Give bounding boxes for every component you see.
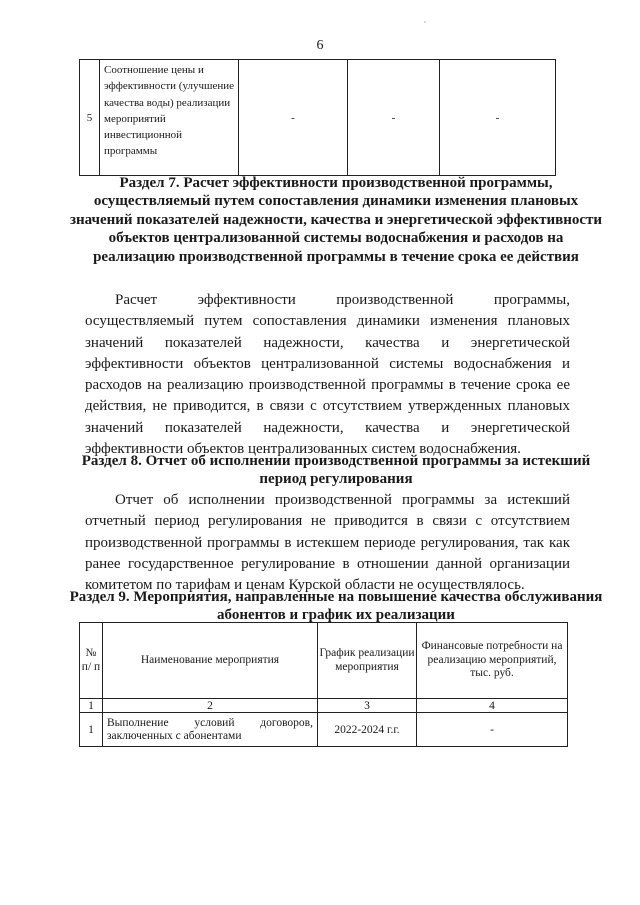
section7-paragraph	[85, 290, 570, 460]
column-number: 3	[318, 699, 417, 713]
scan-mark: '	[424, 20, 426, 28]
section8-paragraph	[85, 490, 570, 596]
row-finance: -	[417, 713, 568, 747]
table-row	[80, 60, 556, 176]
column-numbers-row	[80, 699, 568, 713]
column-number: 2	[103, 699, 318, 713]
page-number: 6	[316, 38, 324, 53]
row-value: -	[440, 60, 556, 176]
section7-heading: Раздел 7. Расчет эффективности производственной программы, осуществляемый путем сопоставления динамики изменения плановых значений показателей надежности, качества и энергетической эффективности объектов централизованной системы водоснабжения и расходов на реализацию производственной программы в течение срока ее действия	[69, 175, 603, 265]
section7-text: Расчет эффективности производственной программы, осуществляемый путем сопоставления динамики изменения плановых значений показателей надежности, качества и энергетической эффективности объектов централизованной системы водоснабжения и расходов на реализацию производственной программы в течение срока ее действия, не приводится, в связи с отсутствием утвержденных плановых значений показателей надежности, качества и энергетической эффективности объектов централизованных систем водоснабжения.	[85, 292, 570, 458]
section8-heading: Раздел 8. Отчет об исполнении производственной программы за истекший период регулирования	[81, 453, 591, 488]
header-finance: Финансовые потребности на реализацию мероприятий, тыс. руб.	[417, 623, 568, 699]
column-number: 4	[417, 699, 568, 713]
row-indicator: Соотношение цены и эффективности (улучшение качества воды) реализации мероприятий инвестиционной программы	[100, 60, 239, 176]
row-schedule: 2022-2024 г.г.	[318, 713, 417, 747]
column-number: 1	[80, 699, 103, 713]
table-header-row	[80, 623, 568, 699]
continued-table	[79, 59, 556, 176]
header-schedule: График реализации мероприятия	[318, 623, 417, 699]
row-number: 5	[80, 60, 100, 176]
measures-table	[79, 622, 568, 747]
row-value: -	[239, 60, 348, 176]
table-row	[80, 713, 568, 747]
header-number: № п/ п	[80, 623, 103, 699]
row-value: -	[348, 60, 440, 176]
row-measure-name: Выполнение условий договоров, заключенных с абонентами	[103, 713, 318, 747]
header-name: Наименование мероприятия	[103, 623, 318, 699]
section8-text: Отчет об исполнении производственной программы за истекший отчетный период регулирования не приводится в связи с отсутствием производственной программы в истекшем периоде регулирования, так как ранее государственное регулирование в отношении данной организации комитетом по тарифам и ценам Курской области не осуществлялось.	[85, 492, 570, 594]
section9-heading: Раздел 9. Мероприятия, направленные на повышение качества обслуживания абонентов и график их реализации	[69, 589, 603, 624]
row-number: 1	[80, 713, 103, 747]
